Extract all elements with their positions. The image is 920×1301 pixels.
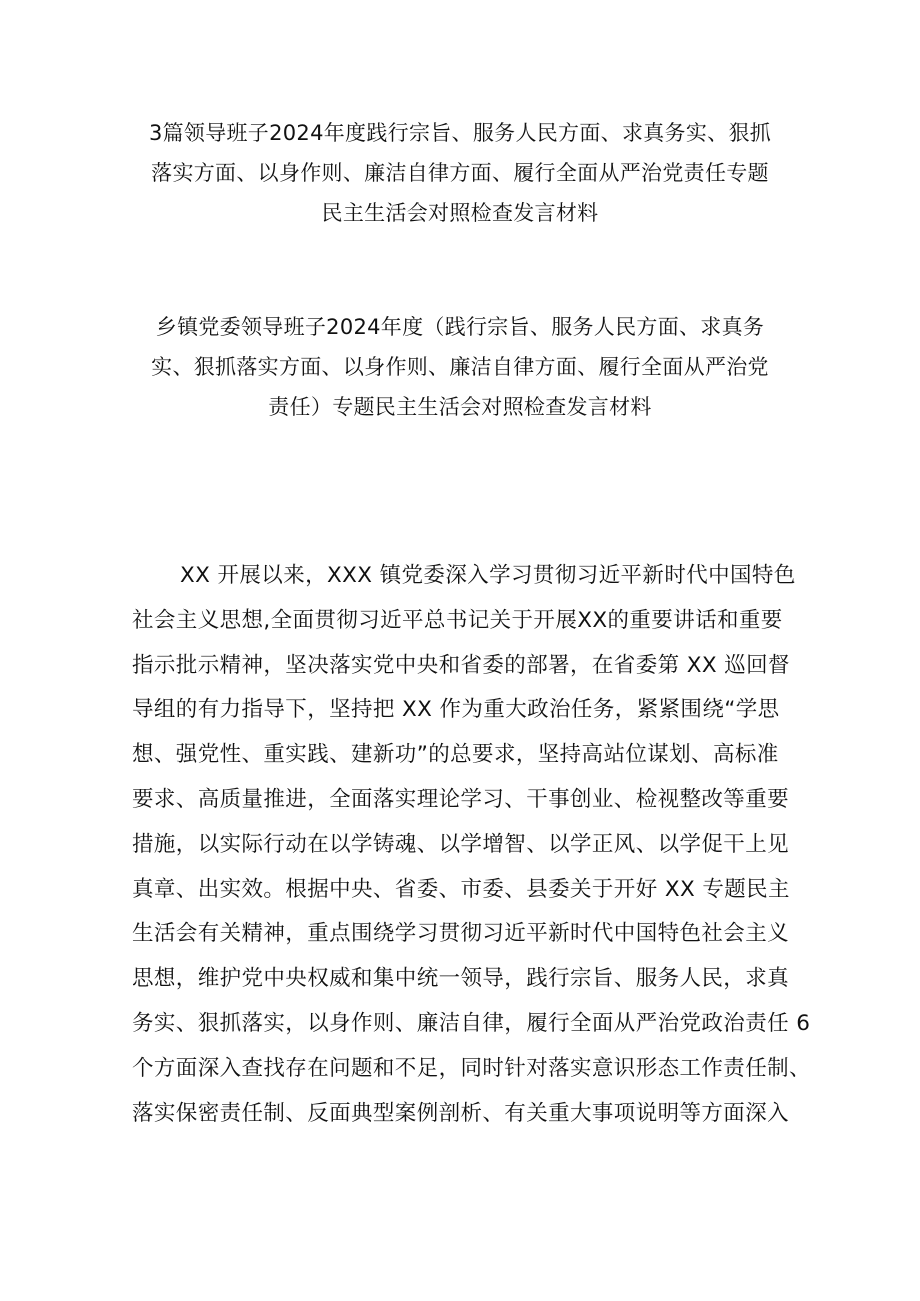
document-title bbox=[0, 113, 920, 233]
paragraph-line: 务实、狠抓落实，以身作则、廉洁自律，履行全面从严治党政治责任 6 bbox=[132, 1010, 811, 1036]
body-paragraph bbox=[132, 554, 812, 1136]
subtitle-line: 实、狠抓落实方面、以身作则、廉洁自律方面、履行全面从严治党 bbox=[151, 355, 769, 379]
subtitle-line: 乡镇党委领导班子2024年度（践行宗旨、服务人民方面、求真务 bbox=[155, 315, 765, 339]
title-line: 3篇领导班子2024年度践行宗旨、服务人民方面、求真务实、狠抓 bbox=[148, 121, 772, 145]
paragraph-line: 措施，以实际行动在以学铸魂、以学增智、以学正风、以学促干上见 bbox=[132, 831, 790, 857]
paragraph-line: 思想，维护党中央权威和集中统一领导，践行宗旨、服务人民，求真 bbox=[132, 966, 790, 992]
paragraph-line: 真章、出实效。根据中央、省委、市委、县委关于开好 XX 专题民主 bbox=[132, 876, 790, 902]
paragraph-line: 想、强党性、重实践、建新功”的总要求，坚持高站位谋划、高标准 bbox=[132, 742, 779, 768]
paragraph-line: XX 开展以来，XXX 镇党委深入学习贯彻习近平新时代中国特色 bbox=[180, 563, 796, 588]
paragraph-line: 要求、高质量推进，全面落实理论学习、干事创业、检视整改等重要 bbox=[132, 786, 790, 812]
title-line: 落实方面、以身作则、廉洁自律方面、履行全面从严治党责任专题 bbox=[151, 161, 769, 185]
paragraph-line: 落实保密责任制、反面典型案例剖析、有关重大事项说明等方面深入 bbox=[132, 1100, 790, 1126]
paragraph-line: 生活会有关精神，重点围绕学习贯彻习近平新时代中国特色社会主义 bbox=[132, 921, 790, 947]
title-line: 民主生活会对照检查发言材料 bbox=[321, 201, 599, 225]
paragraph-line: 指示批示精神，坚决落实党中央和省委的部署，在省委第 XX 巡回督 bbox=[132, 652, 790, 678]
subtitle-line: 责任）专题民主生活会对照检查发言材料 bbox=[268, 395, 652, 419]
document-subtitle bbox=[0, 307, 920, 427]
paragraph-line: 导组的有力指导下，坚持把 XX 作为重大政治任务，紧紧围绕“学思 bbox=[132, 697, 780, 723]
paragraph-line: 个方面深入查找存在问题和不足，同时针对落实意识形态工作责任制、 bbox=[132, 1055, 811, 1081]
paragraph-line: 社会主义思想,全面贯彻习近平总书记关于开展XX的重要讲话和重要 bbox=[132, 607, 783, 633]
